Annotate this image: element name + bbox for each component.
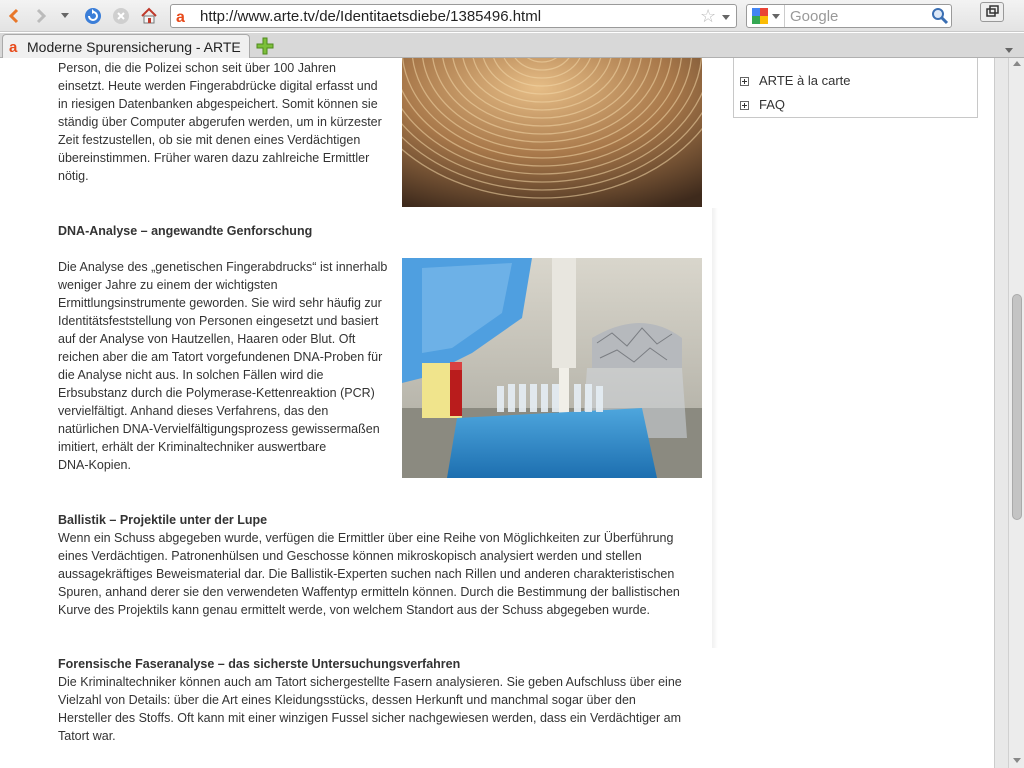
sidebar-item-arte-a-la-carte[interactable] <box>740 72 851 90</box>
text-line: Wenn ein Schuss abgegeben wurde, verfügen die Ermittler über eine Reihe von Möglichkeiten zur Überführung <box>58 531 674 545</box>
plus-icon <box>256 37 274 55</box>
text-line: Ermittlungsinstrumente geworden. Sie wird sehr häufig zur <box>58 296 382 310</box>
sidebar-item-label[interactable]: FAQ <box>759 97 786 112</box>
page-viewport <box>0 58 1024 768</box>
expand-icon[interactable] <box>740 101 749 110</box>
text-line: Erbsubstanz durch die Polymerase-Kettenreaktion (PCR) <box>58 386 375 400</box>
sidebar-item-label[interactable]: ARTE à la carte <box>759 73 851 88</box>
text-line: eines Verdächtigen. Patronenhülsen und Geschosse können mikroskopisch analysiert werden und stellen <box>58 549 642 563</box>
text-line: Tatort war. <box>58 729 116 743</box>
history-dropdown[interactable] <box>57 5 73 27</box>
text-line: aussagekräftiges Beweismaterial dar. Die Ballistik-Experten suchen nach Rillen und anderen charakteristischen <box>58 567 675 581</box>
dna-lab-image <box>402 258 702 478</box>
reload-icon <box>84 7 102 25</box>
text-line: übereinstimmen. Früher waren dazu zahlreiche Ermittler <box>58 151 370 165</box>
forward-button[interactable] <box>30 5 52 27</box>
scroll-up-icon[interactable] <box>1013 61 1021 66</box>
restore-window-button[interactable] <box>980 2 1004 22</box>
home-icon <box>140 7 158 25</box>
tab-title: Moderne Spurensicherung - ARTE <box>27 39 241 55</box>
text-line: vervielfältigt. Anhand dieses Verfahrens, das den <box>58 404 329 418</box>
forward-arrow-icon <box>33 8 49 24</box>
address-bar[interactable] <box>170 4 737 28</box>
google-icon <box>747 5 785 27</box>
scroll-down-icon[interactable] <box>1013 758 1021 763</box>
faser-paragraph <box>58 673 718 745</box>
url-text[interactable]: http://www.arte.tv/de/Identitaetsdiebe/1385496.html <box>200 8 542 25</box>
ballistik-paragraph <box>58 529 718 619</box>
url-dropdown-icon[interactable] <box>721 9 731 27</box>
reload-button[interactable] <box>82 5 104 27</box>
back-arrow-icon <box>6 8 22 24</box>
back-button[interactable] <box>3 5 25 27</box>
browser-toolbar <box>0 0 1024 32</box>
search-icon[interactable] <box>931 7 949 30</box>
restore-icon <box>981 3 1003 21</box>
vertical-scrollbar[interactable] <box>1008 58 1024 768</box>
ballistik-heading: Ballistik – Projektile unter der Lupe <box>58 513 268 527</box>
tab-bar <box>0 33 1024 58</box>
text-line: ständig über Computer abgerufen werden, um in kürzester <box>58 115 382 129</box>
home-button[interactable] <box>138 5 160 27</box>
text-line: Vielzahl von Details: über die Art eines Kleidungsstücks, dessen Herkunft und manchmal sogar über den <box>58 693 636 707</box>
text-line: Die Kriminaltechniker können auch am Tatort sichergestellte Fasern analysieren. Sie geben Aufschluss über eine <box>58 675 682 689</box>
dna-heading: DNA-Analyse – angewandte Genforschung <box>58 224 313 238</box>
text-line: auf der Analyse von Hautzellen, Haaren oder Blut. Oft <box>58 332 356 346</box>
fingerprint-image <box>402 58 702 207</box>
chevron-down-icon <box>1004 47 1014 55</box>
text-line: Die Analyse des „genetischen Fingerabdrucks“ ist innerhalb <box>58 260 388 274</box>
search-bar[interactable] <box>746 4 952 28</box>
tab-active[interactable] <box>2 34 250 58</box>
text-line: Zeit festzustellen, ob sie mit denen eines Verdächtigen <box>58 133 361 147</box>
dna-paragraph <box>58 258 398 474</box>
arte-tab-icon <box>8 40 24 59</box>
faser-heading: Forensische Faseranalyse – das sicherste Untersuchungsverfahren <box>58 657 461 671</box>
stop-icon <box>112 7 130 25</box>
text-line: einsetzt. Heute werden Fingerabdrücke digital erfasst und <box>58 79 378 93</box>
text-line: DNA-Kopien. <box>58 458 131 472</box>
text-line: weniger Jahre zu einem der wichtigsten <box>58 278 278 292</box>
text-line: Person, die die Polizei schon seit über 100 Jahren <box>58 61 336 75</box>
text-line: Kurve des Projektils kann genau ermittelt werde, von welchem Standort aus der Schuss abgegeben wurde. <box>58 603 650 617</box>
svg-text:a: a <box>176 9 185 25</box>
text-line: in riesigen Datenbanken abgespeichert. Somit können sie <box>58 97 378 111</box>
svg-text:a: a <box>9 40 18 54</box>
text-line: Hersteller des Stoffs. Oft kann mit einer winzigen Fussel sicher nachgewiesen werden, dass ein Verdächtiger am <box>58 711 681 725</box>
fingerprint-paragraph <box>58 59 398 185</box>
text-line: imitiert, erhält der Kriminaltechniker auswertbare <box>58 440 327 454</box>
text-line: reichen aber die am Tatort vorgefundenen DNA-Proben für <box>58 350 383 364</box>
search-engine-selector[interactable] <box>747 5 785 27</box>
bookmark-star-icon[interactable]: ☆ <box>700 6 717 26</box>
text-line: nötig. <box>58 169 89 183</box>
text-line: Spuren, anhand derer sie den verwendeten Waffentyp ermitteln können. Durch die Bestimmung der ballistischen <box>58 585 680 599</box>
new-tab-button[interactable] <box>256 37 274 60</box>
text-line: die Analyse nicht aus. In solchen Fällen wird die <box>58 368 324 382</box>
text-line: Identitätsfeststellung von Personen eingesetzt und basiert <box>58 314 379 328</box>
arte-favicon-icon <box>174 8 192 25</box>
expand-icon[interactable] <box>740 77 749 86</box>
page-edge <box>994 58 1008 768</box>
stop-button[interactable] <box>110 5 132 27</box>
text-line: natürlichen DNA-Vervielfältigungsprozess gewissermaßen <box>58 422 380 436</box>
scroll-thumb[interactable] <box>1012 294 1022 520</box>
sidebar-item-faq[interactable] <box>740 96 785 114</box>
search-placeholder[interactable]: Google <box>790 8 839 25</box>
chevron-down-icon <box>60 12 70 20</box>
sidebar-box <box>733 58 978 118</box>
